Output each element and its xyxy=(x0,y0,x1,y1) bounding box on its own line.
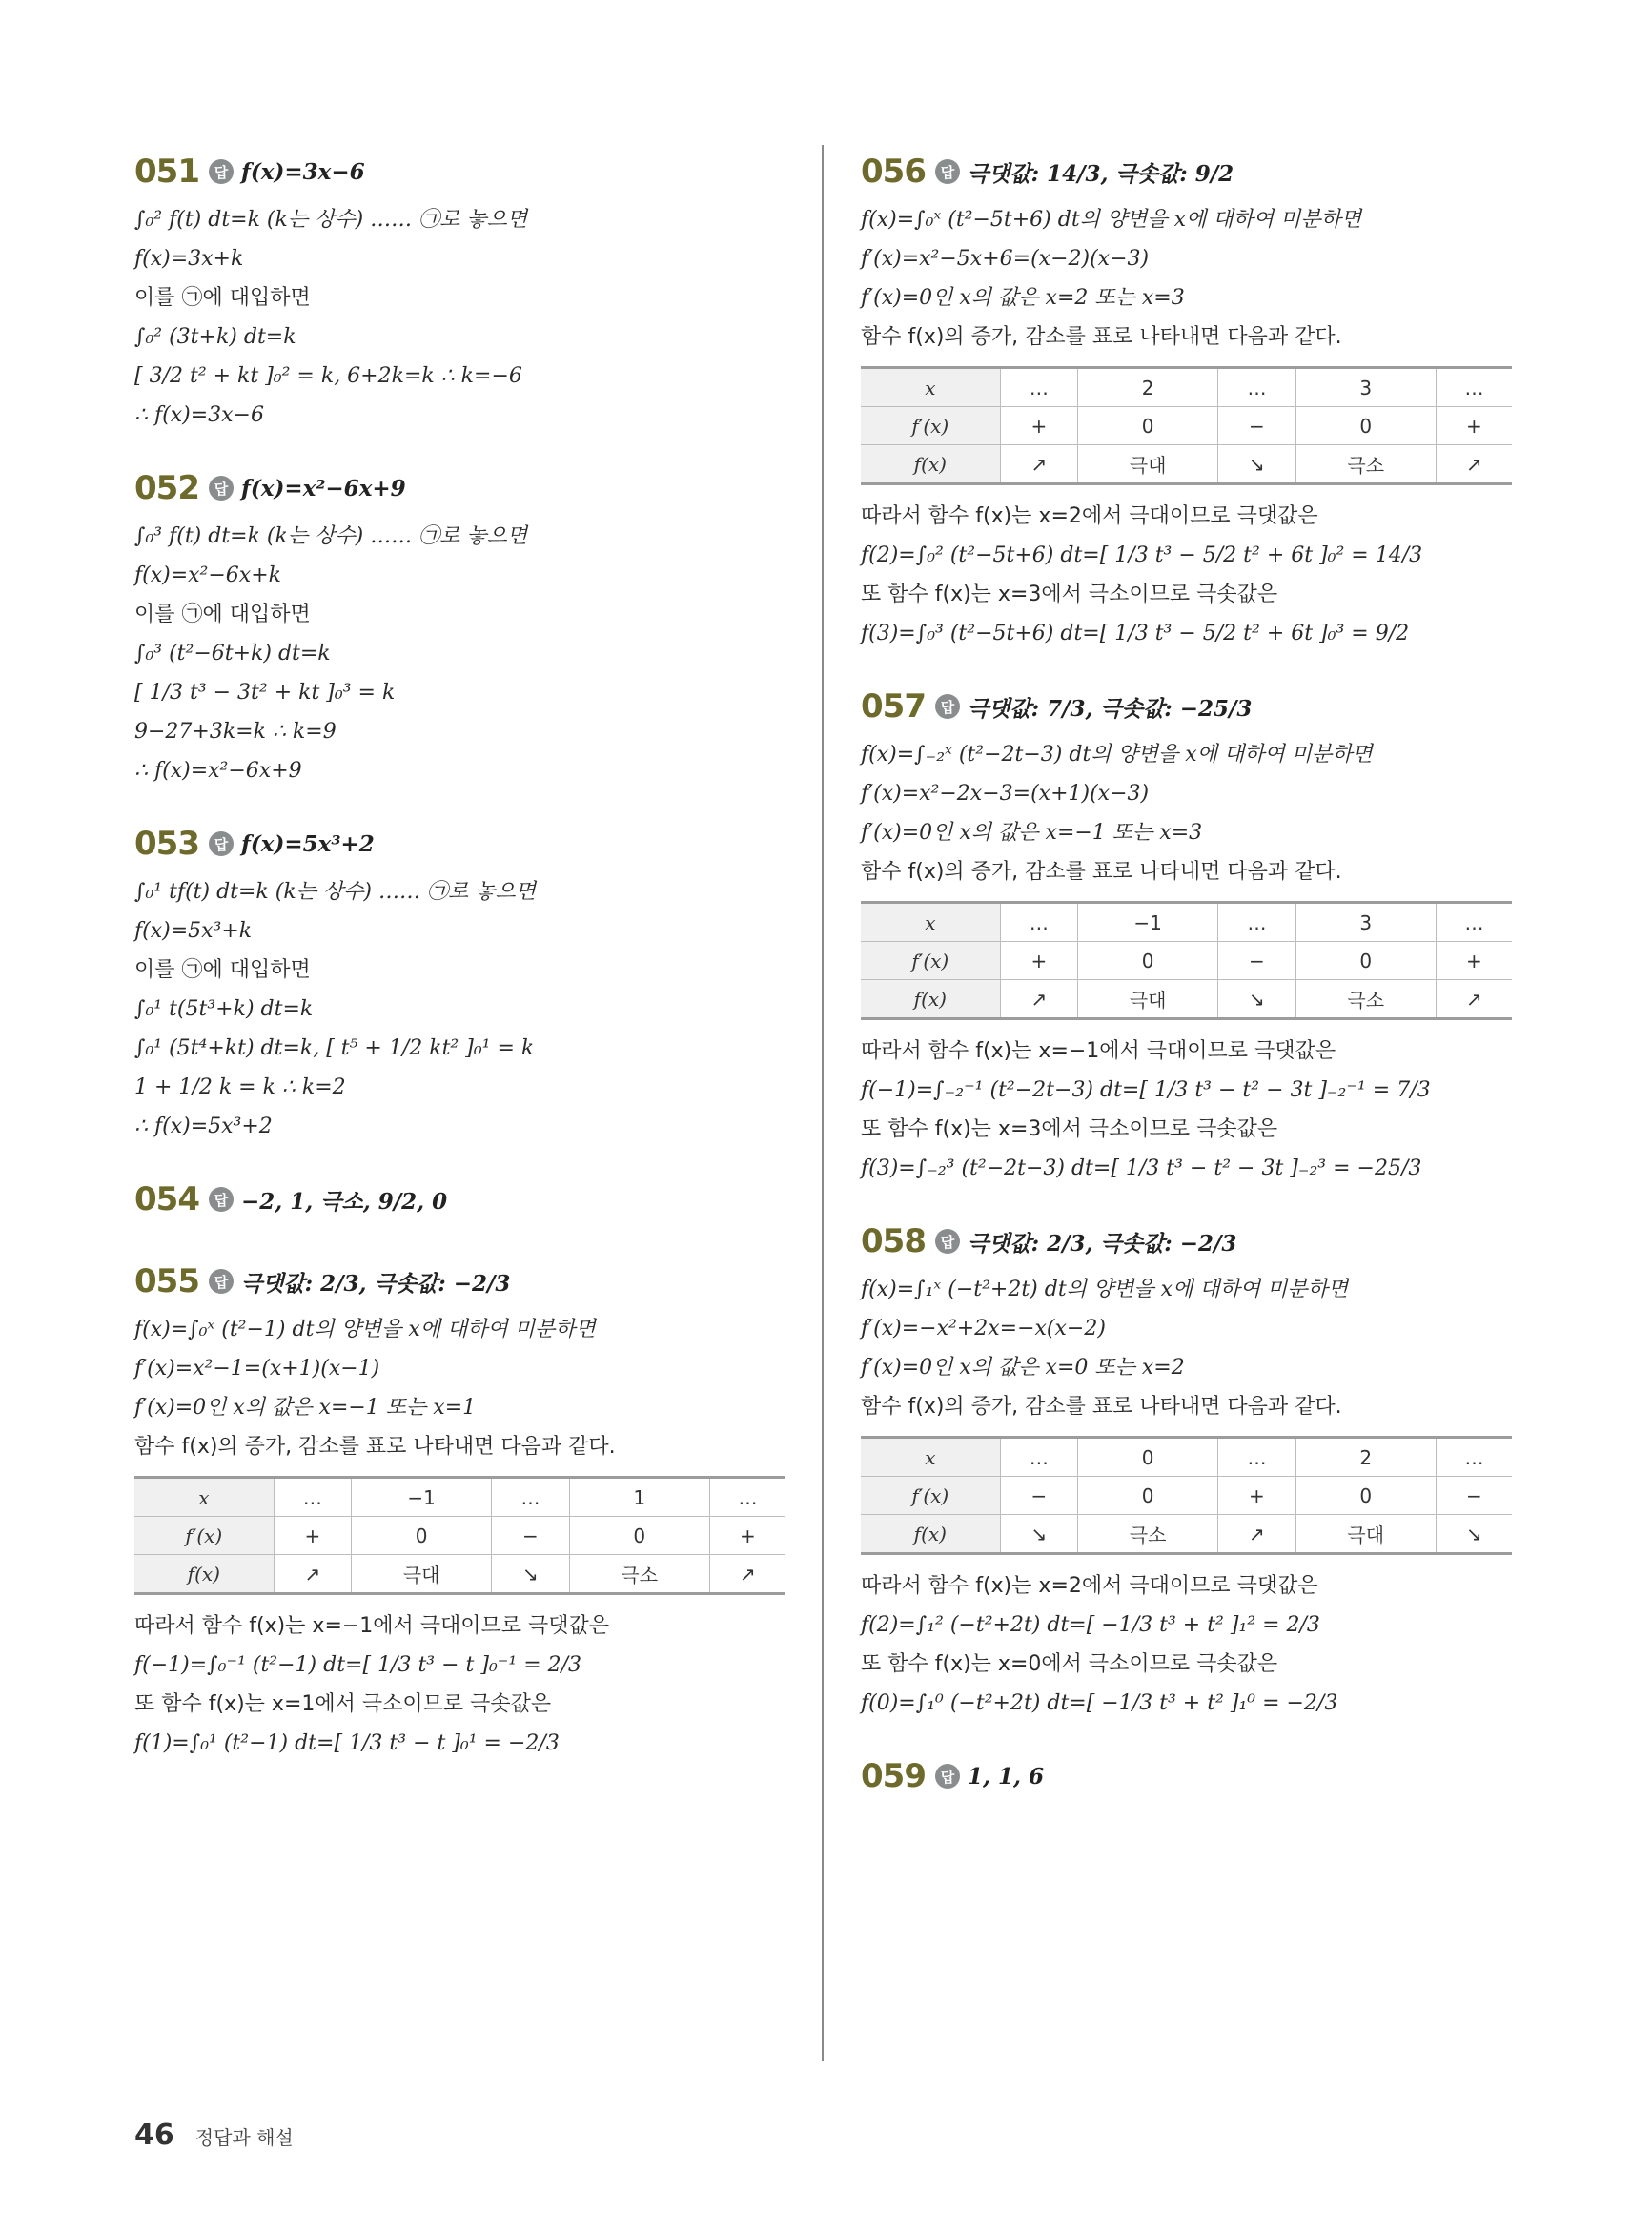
table-row xyxy=(134,1555,785,1594)
table-cell: 극소 xyxy=(569,1555,709,1594)
table-cell: − xyxy=(1218,407,1295,445)
table-cell: 0 xyxy=(1295,407,1436,445)
solution-line: ∫₀¹ (5t⁴+kt) dt=k, [ t⁵ + 1/2 kt² ]₀¹ = k xyxy=(134,1036,535,1060)
solution-line: 따라서 함수 f(x)는 x=2에서 극대이므로 극댓값은 xyxy=(861,1574,1318,1598)
table-cell: … xyxy=(492,1478,569,1517)
solution-line: f′(x)=−x²+2x=−x(x−2) xyxy=(861,1317,1106,1340)
solution-line: 또 함수 f(x)는 x=1에서 극소이므로 극솟값은 xyxy=(134,1692,552,1716)
table-cell: … xyxy=(274,1478,351,1517)
table-cell: − xyxy=(1218,942,1295,980)
solution-line: f(3)=∫₀³ (t²−5t+6) dt=[ 1/3 t³ − 5/2 t² + 6t ]₀³ = 9/2 xyxy=(861,622,1410,645)
solution-line: [ 1/3 t³ − 3t² + kt ]₀³ = k xyxy=(134,681,396,705)
solution-line: 따라서 함수 f(x)는 x=−1에서 극대이므로 극댓값은 xyxy=(861,1039,1336,1063)
solution-line: 이를 ㉠에 대입하면 xyxy=(134,603,311,626)
answer-text: 극댓값: 7/3, 극솟값: −25/3 xyxy=(967,695,1253,722)
table-cell: + xyxy=(1000,407,1077,445)
problem-054 xyxy=(134,1171,792,1228)
problem-055 xyxy=(134,1253,792,1763)
table-row xyxy=(861,1477,1512,1515)
problem-number: 055 xyxy=(134,1262,199,1300)
table-row xyxy=(134,1478,785,1517)
table-cell: 0 xyxy=(1078,1477,1218,1515)
table-cell: 0 xyxy=(1078,942,1218,980)
table-cell: … xyxy=(1000,368,1077,407)
table-row xyxy=(861,445,1512,484)
table-cell: 0 xyxy=(1078,407,1218,445)
solution-line: ∫₀¹ tf(t) dt=k (k는 상수) …… ㉠로 놓으면 xyxy=(134,880,536,904)
table-cell: 0 xyxy=(569,1517,709,1555)
table-cell: 0 xyxy=(1295,942,1436,980)
table-cell: + xyxy=(1218,1477,1295,1515)
page-number: 46 xyxy=(134,2118,174,2152)
table-cell: −1 xyxy=(352,1478,492,1517)
problem-057 xyxy=(861,678,1519,1188)
right-column xyxy=(861,143,1519,1830)
table-cell: ↘ xyxy=(1218,980,1295,1019)
table-cell: … xyxy=(1436,1438,1512,1477)
problem-051 xyxy=(134,143,792,435)
table-cell: ↘ xyxy=(1000,1515,1077,1554)
problem-header xyxy=(134,460,792,517)
problem-number: 054 xyxy=(134,1180,199,1218)
table-cell: … xyxy=(1436,368,1512,407)
solution-line: ∫₀² (3t+k) dt=k xyxy=(134,325,296,349)
table-cell: f(x) xyxy=(861,1515,1000,1554)
solution-line: ∫₀³ (t²−6t+k) dt=k xyxy=(134,642,331,665)
problem-header xyxy=(861,678,1519,735)
table-row xyxy=(861,407,1512,445)
table-cell: … xyxy=(1436,903,1512,942)
problem-header xyxy=(134,143,792,200)
solution-line: ∫₀¹ t(5t³+k) dt=k xyxy=(134,997,314,1021)
left-column xyxy=(134,143,792,1788)
answer-badge-icon: 답 xyxy=(209,159,234,184)
solution-line: f(x)=x²−6x+k xyxy=(134,563,281,587)
answer-text: f(x)=x²−6x+9 xyxy=(240,475,406,501)
solution-line: 함수 f(x)의 증가, 감소를 표로 나타내면 다음과 같다. xyxy=(861,860,1342,884)
table-cell: −1 xyxy=(1078,903,1218,942)
solution-line: f(2)=∫₀² (t²−5t+6) dt=[ 1/3 t³ − 5/2 t² + 6t ]₀² = 14/3 xyxy=(861,543,1423,567)
problem-number: 057 xyxy=(861,687,926,726)
solution-line: 또 함수 f(x)는 x=0에서 극소이므로 극솟값은 xyxy=(861,1652,1278,1676)
table-cell: ↗ xyxy=(1436,980,1512,1019)
table-cell: f(x) xyxy=(861,980,1000,1019)
solution-line: 1 + 1/2 k = k ∴ k=2 xyxy=(134,1075,346,1099)
table-cell: 극소 xyxy=(1295,980,1436,1019)
solution-line: 따라서 함수 f(x)는 x=−1에서 극대이므로 극댓값은 xyxy=(134,1614,610,1638)
answer-text: −2, 1, 극소, 9/2, 0 xyxy=(240,1188,448,1215)
solution-line: f(2)=∫₁² (−t²+2t) dt=[ −1/3 t³ + t² ]₁² = 2/3 xyxy=(861,1613,1320,1637)
solution-line: f′(x)=0인 x의 값은 x=0 또는 x=2 xyxy=(861,1356,1185,1380)
table-cell: 0 xyxy=(352,1517,492,1555)
problem-header xyxy=(861,1748,1519,1805)
table-cell: 3 xyxy=(1295,368,1436,407)
variation-table xyxy=(134,1476,785,1595)
table-cell: ↗ xyxy=(1000,980,1077,1019)
solution-line: f′(x)=0인 x의 값은 x=2 또는 x=3 xyxy=(861,286,1185,310)
table-row xyxy=(134,1517,785,1555)
table-cell: + xyxy=(1000,942,1077,980)
table-cell: + xyxy=(274,1517,351,1555)
table-cell: − xyxy=(492,1517,569,1555)
table-row xyxy=(861,903,1512,942)
solution-line: 또 함수 f(x)는 x=3에서 극소이므로 극솟값은 xyxy=(861,1117,1278,1141)
answer-badge-icon: 답 xyxy=(209,476,234,501)
table-row xyxy=(861,368,1512,407)
table-cell: + xyxy=(1436,407,1512,445)
table-cell: 극소 xyxy=(1295,445,1436,484)
table-cell: f′(x) xyxy=(134,1517,274,1555)
problem-header xyxy=(134,1253,792,1310)
solution-line: f(3)=∫₋₂³ (t²−2t−3) dt=[ 1/3 t³ − t² − 3t ]₋₂³ = −25/3 xyxy=(861,1156,1422,1180)
problem-number: 058 xyxy=(861,1222,926,1260)
table-cell: ↘ xyxy=(1436,1515,1512,1554)
table-cell: 2 xyxy=(1078,368,1218,407)
table-row xyxy=(861,1515,1512,1554)
table-cell: x xyxy=(134,1478,274,1517)
table-cell: + xyxy=(709,1517,785,1555)
problem-053 xyxy=(134,815,792,1146)
solution-line: f′(x)=0인 x의 값은 x=−1 또는 x=1 xyxy=(134,1396,477,1420)
answer-text: f(x)=5x³+2 xyxy=(240,830,375,857)
table-cell: x xyxy=(861,368,1000,407)
table-cell: … xyxy=(709,1478,785,1517)
solution-line: f(x)=∫₀ˣ (t²−1) dt의 양변을 x에 대하여 미분하면 xyxy=(134,1318,596,1341)
table-cell: ↗ xyxy=(709,1555,785,1594)
solution-line: 따라서 함수 f(x)는 x=2에서 극대이므로 극댓값은 xyxy=(861,504,1318,528)
answer-text: 극댓값: 2/3, 극솟값: −2/3 xyxy=(240,1270,511,1297)
solution-line: 함수 f(x)의 증가, 감소를 표로 나타내면 다음과 같다. xyxy=(861,1395,1342,1419)
table-cell: f′(x) xyxy=(861,1477,1000,1515)
answer-badge-icon: 답 xyxy=(935,159,960,184)
problem-number: 053 xyxy=(134,825,199,863)
solution-line: f′(x)=x²−2x−3=(x+1)(x−3) xyxy=(861,782,1150,806)
solution-line: [ 3/2 t² + kt ]₀² = k, 6+2k=k ∴ k=−6 xyxy=(134,364,522,388)
table-cell: f(x) xyxy=(861,445,1000,484)
answer-badge-icon: 답 xyxy=(209,831,234,856)
answer-badge-icon: 답 xyxy=(935,1764,960,1789)
solution-line: f(1)=∫₀¹ (t²−1) dt=[ 1/3 t³ − t ]₀¹ = −2/3 xyxy=(134,1731,560,1755)
answer-text: f(x)=3x−6 xyxy=(240,158,365,185)
solution-line: ∫₀³ f(t) dt=k (k는 상수) …… ㉠로 놓으면 xyxy=(134,524,528,548)
table-cell: x xyxy=(861,903,1000,942)
table-cell: f′(x) xyxy=(861,407,1000,445)
solution-line: f′(x)=0인 x의 값은 x=−1 또는 x=3 xyxy=(861,821,1203,845)
answer-badge-icon: 답 xyxy=(935,1229,960,1254)
solution-line: ∴ f(x)=3x−6 xyxy=(134,403,264,427)
solution-line: ∴ f(x)=5x³+2 xyxy=(134,1115,273,1138)
table-cell: ↗ xyxy=(274,1555,351,1594)
table-cell: x xyxy=(861,1438,1000,1477)
solution-line: 이를 ㉠에 대입하면 xyxy=(134,958,311,982)
table-cell: ↗ xyxy=(1436,445,1512,484)
problem-number: 056 xyxy=(861,153,926,191)
page-footer xyxy=(134,2118,294,2152)
variation-table xyxy=(861,1436,1512,1555)
problem-number: 052 xyxy=(134,469,199,507)
solution-line: 또 함수 f(x)는 x=3에서 극소이므로 극솟값은 xyxy=(861,583,1278,606)
solution-line: f(−1)=∫₋₂⁻¹ (t²−2t−3) dt=[ 1/3 t³ − t² − 3t ]₋₂⁻¹ = 7/3 xyxy=(861,1078,1431,1102)
table-cell: 2 xyxy=(1295,1438,1436,1477)
solution-line: ∴ f(x)=x²−6x+9 xyxy=(134,759,302,783)
solution-line: f(x)=∫₀ˣ (t²−5t+6) dt의 양변을 x에 대하여 미분하면 xyxy=(861,208,1362,232)
answer-badge-icon: 답 xyxy=(935,694,960,719)
solution-line: f(x)=5x³+k xyxy=(134,919,253,943)
problem-header xyxy=(861,143,1519,200)
problem-header xyxy=(134,815,792,872)
solution-line: f(x)=∫₋₂ˣ (t²−2t−3) dt의 양변을 x에 대하여 미분하면 xyxy=(861,743,1373,767)
problem-header xyxy=(134,1171,792,1228)
problem-number: 059 xyxy=(861,1757,926,1795)
column-divider xyxy=(822,145,824,2061)
variation-table xyxy=(861,901,1512,1020)
table-cell: … xyxy=(1218,903,1295,942)
solution-line: f′(x)=x²−5x+6=(x−2)(x−3) xyxy=(861,247,1150,271)
solution-line: f(−1)=∫₀⁻¹ (t²−1) dt=[ 1/3 t³ − t ]₀⁻¹ = 2/3 xyxy=(134,1653,582,1677)
table-cell: 극대 xyxy=(1295,1515,1436,1554)
table-cell: … xyxy=(1218,368,1295,407)
table-row xyxy=(861,980,1512,1019)
table-cell: 극대 xyxy=(1078,980,1218,1019)
table-cell: ↗ xyxy=(1000,445,1077,484)
table-cell: + xyxy=(1436,942,1512,980)
table-cell: ↘ xyxy=(492,1555,569,1594)
table-row xyxy=(861,1438,1512,1477)
solution-line: f(x)=3x+k xyxy=(134,247,244,271)
table-cell: − xyxy=(1436,1477,1512,1515)
table-cell: 극대 xyxy=(352,1555,492,1594)
variation-table xyxy=(861,366,1512,485)
table-row xyxy=(861,942,1512,980)
page-label: 정답과 해설 xyxy=(194,2126,294,2149)
table-cell: 0 xyxy=(1078,1438,1218,1477)
answer-badge-icon: 답 xyxy=(209,1187,234,1212)
answer-text: 극댓값: 2/3, 극솟값: −2/3 xyxy=(967,1230,1237,1257)
table-cell: 0 xyxy=(1295,1477,1436,1515)
table-cell: f′(x) xyxy=(861,942,1000,980)
table-cell: … xyxy=(1218,1438,1295,1477)
solution-line: 함수 f(x)의 증가, 감소를 표로 나타내면 다음과 같다. xyxy=(861,325,1342,349)
answer-text: 1, 1, 6 xyxy=(967,1763,1045,1790)
solution-line: f′(x)=x²−1=(x+1)(x−1) xyxy=(134,1357,380,1381)
table-cell: … xyxy=(1000,1438,1077,1477)
table-cell: − xyxy=(1000,1477,1077,1515)
problem-052 xyxy=(134,460,792,790)
answer-text: 극댓값: 14/3, 극솟값: 9/2 xyxy=(967,160,1234,187)
table-cell: f(x) xyxy=(134,1555,274,1594)
solution-line: 함수 f(x)의 증가, 감소를 표로 나타내면 다음과 같다. xyxy=(134,1435,616,1459)
problem-058 xyxy=(861,1213,1519,1723)
table-cell: … xyxy=(1000,903,1077,942)
problem-header xyxy=(861,1213,1519,1270)
problem-056 xyxy=(861,143,1519,653)
problem-number: 051 xyxy=(134,153,199,191)
answer-badge-icon: 답 xyxy=(209,1269,234,1294)
table-cell: ↘ xyxy=(1218,445,1295,484)
table-cell: 극소 xyxy=(1078,1515,1218,1554)
table-cell: 1 xyxy=(569,1478,709,1517)
problem-059 xyxy=(861,1748,1519,1805)
table-cell: 극대 xyxy=(1078,445,1218,484)
table-cell: ↗ xyxy=(1218,1515,1295,1554)
solution-line: ∫₀² f(t) dt=k (k는 상수) …… ㉠로 놓으면 xyxy=(134,208,528,232)
solution-line: f(x)=∫₁ˣ (−t²+2t) dt의 양변을 x에 대하여 미분하면 xyxy=(861,1278,1349,1301)
solution-line: 이를 ㉠에 대입하면 xyxy=(134,286,311,310)
table-cell: 3 xyxy=(1295,903,1436,942)
solution-line: 9−27+3k=k ∴ k=9 xyxy=(134,720,337,744)
solution-line: f(0)=∫₁⁰ (−t²+2t) dt=[ −1/3 t³ + t² ]₁⁰ = −2/3 xyxy=(861,1691,1338,1715)
